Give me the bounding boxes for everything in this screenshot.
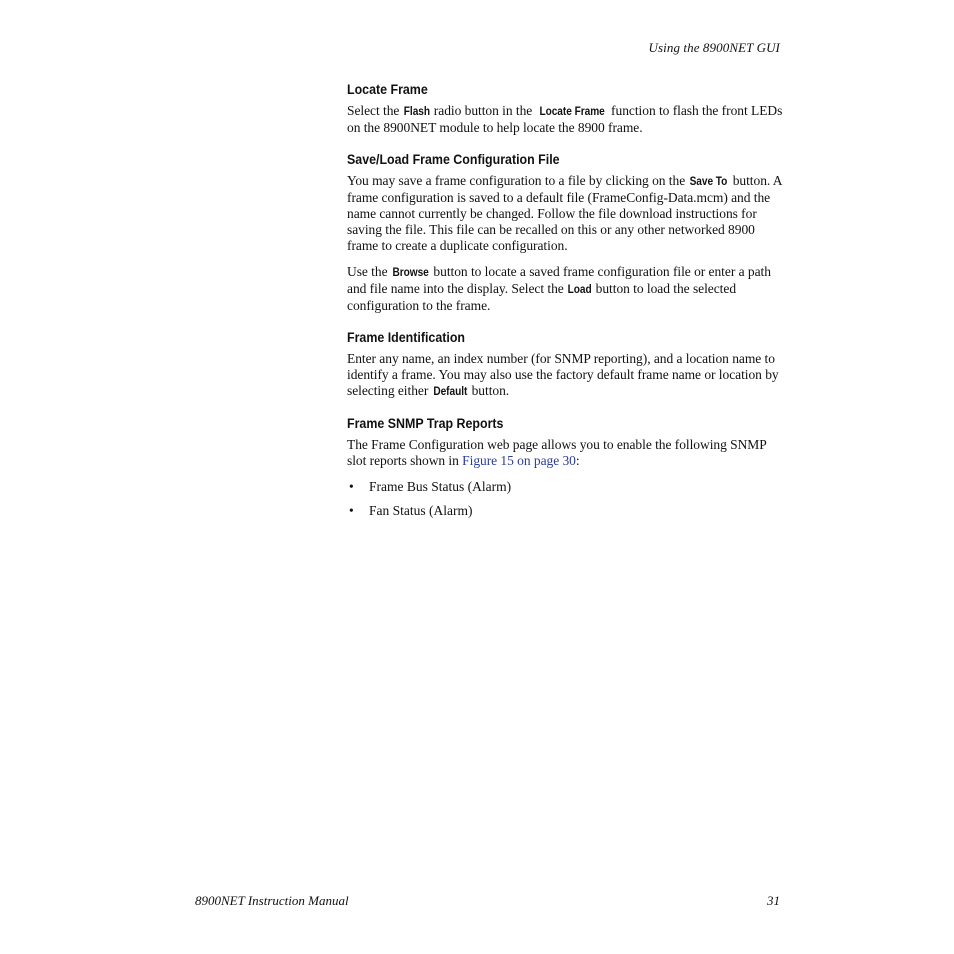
paragraph-locate-frame [347, 103, 783, 136]
text-run: Enter any name, an index number (for SNMP reporting), and a location name to identify a frame. You may also use the factory default frame name or location by selecting either [347, 351, 779, 398]
text-run: button to load the selected configuration to the frame. [347, 281, 737, 313]
list-item-text: Frame Bus Status (Alarm) [369, 479, 512, 494]
ui-term-save-to: Save To [690, 176, 728, 188]
footer-manual-title: 8900NET Instruction Manual [195, 893, 349, 908]
heading-save-load: Save/Load Frame Configuration File [347, 152, 560, 167]
paragraph-save-to [347, 173, 783, 254]
bullet-icon: • [349, 479, 354, 494]
ui-term-default: Default [432, 386, 467, 398]
ui-term-browse: Browse [392, 267, 429, 279]
heading-frame-identification: Frame Identification [347, 330, 466, 345]
text-run: Select the [347, 103, 403, 118]
text-run: The Frame Configuration web page allows you to enable the following SNMP slot reports shown in [347, 437, 767, 468]
list-item-text: Fan Status (Alarm) [369, 503, 473, 518]
footer-page-number: 31 [767, 893, 780, 908]
ui-term-load: Load [567, 284, 592, 296]
text-run: function to flash the front LEDs on the 8900NET module to help locate the 8900 frame. [347, 103, 783, 135]
text-run: button. A frame configuration is saved to a default file (FrameConfig-Data.mcm) and the name cannot currently be changed. Follow the file download instructions for saving the file. This file can be recalled on this or any other networked 8900 frame to create a duplicate configuration. [347, 173, 782, 253]
main-content [347, 82, 783, 527]
paragraph-frame-snmp [347, 437, 783, 469]
heading-locate-frame: Locate Frame [347, 82, 428, 97]
text-run: : [575, 453, 580, 468]
text-run: You may save a frame configuration to a file by clicking on the [347, 173, 689, 188]
text-run: radio button in the [430, 103, 536, 118]
figure-15-link[interactable]: Figure 15 on page 30 [462, 453, 576, 468]
ui-term-flash: Flash [403, 106, 430, 118]
bullet-icon: • [349, 503, 354, 518]
text-run: button to locate a saved frame configuration file or enter a path and file name into the display. Select the [347, 264, 771, 296]
list-item [347, 479, 783, 495]
snmp-report-list [347, 479, 783, 519]
heading-frame-snmp: Frame SNMP Trap Reports [347, 416, 504, 431]
text-run: Use the [347, 264, 391, 279]
ui-term-locate-frame: Locate Frame [538, 106, 605, 118]
paragraph-browse-load [347, 264, 783, 314]
paragraph-frame-identification [347, 351, 783, 400]
list-item [347, 503, 783, 519]
running-head: Using the 8900NET GUI [648, 40, 780, 55]
text-run: button. [468, 383, 510, 398]
